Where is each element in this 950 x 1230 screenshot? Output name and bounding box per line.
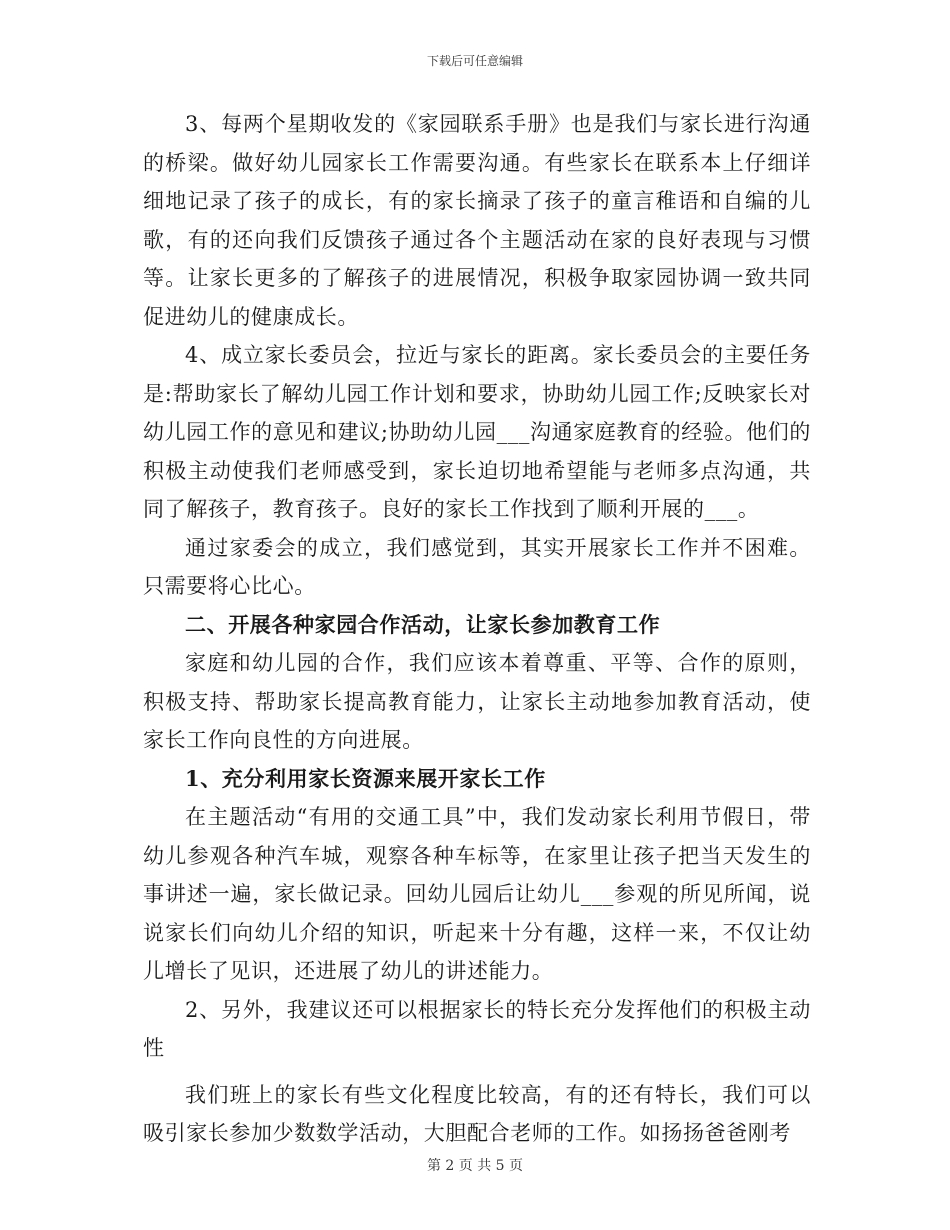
paragraph-class-parents: 我们班上的家长有些文化程度比较高，有的还有特长，我们可以吸引家长参加少数数学活动，大胆配合老师的工作。如扬扬爸爸刚考 bbox=[143, 1082, 811, 1145]
subheading-parent-resources: 1、充分利用家长资源来展开家长工作 bbox=[185, 765, 546, 791]
document-body bbox=[143, 105, 811, 1153]
page-number: 第 2 页 共 5 页 bbox=[426, 1158, 524, 1174]
section-heading-cooperation: 二、开展各种家园合作活动，让家长参加教育工作 bbox=[185, 611, 661, 637]
paragraph-transport-activity: 在主题活动“有用的交通工具”中，我们发动家长利用节假日，带幼儿参观各种汽车城，观察各种车标等，在家里让孩子把当天发生的事讲述一遍，家长做记录。回幼儿园后让幼儿___参观的所见所闻，说说家长们向幼儿介绍的知识，听起来十分有趣，这样一来，不仅让幼儿增长了见识，还进展了幼儿的讲述能力。 bbox=[143, 805, 811, 983]
paragraph-parent-committee: 4、成立家长委员会，拉近与家长的距离。家长委员会的主要任务是:帮助家长了解幼儿园工作计划和要求，协助幼儿园工作;反映家长对幼儿园工作的意见和建议;协助幼儿园___沟通家庭教育的经验。他们的积极主动使我们老师感受到，家长迫切地希望能与老师多点沟通，共同了解孩子，教育孩子。良好的家长工作找到了顺利开展的___。 bbox=[143, 343, 811, 521]
paragraph-cooperation: 家庭和幼儿园的合作，我们应该本着尊重、平等、合作的原则，积极支持、帮助家长提高教育能力，让家长主动地参加教育活动，使家长工作向良性的方向进展。 bbox=[143, 651, 811, 752]
paragraph-parent-strengths: 2、另外，我建议还可以根据家长的特长充分发挥他们的积极主动性 bbox=[143, 997, 811, 1060]
paragraph-handbook: 3、每两个星期收发的《家园联系手册》也是我们与家长进行沟通的桥梁。做好幼儿园家长工作需要沟通。有些家长在联系本上仔细详细地记录了孩子的成长，有的家长摘录了孩子的童言稚语和自编的儿歌，有的还向我们反馈孩子通过各个主题活动在家的良好表现与习惯等。让家长更多的了解孩子的进展情况，积极争取家园协调一致共同促进幼儿的健康成长。 bbox=[143, 112, 811, 329]
page-header: 下载后可任意编辑 bbox=[426, 54, 523, 68]
paragraph-committee-result: 通过家委会的成立，我们感觉到，其实开展家长工作并不困难。只需要将心比心。 bbox=[143, 535, 811, 598]
